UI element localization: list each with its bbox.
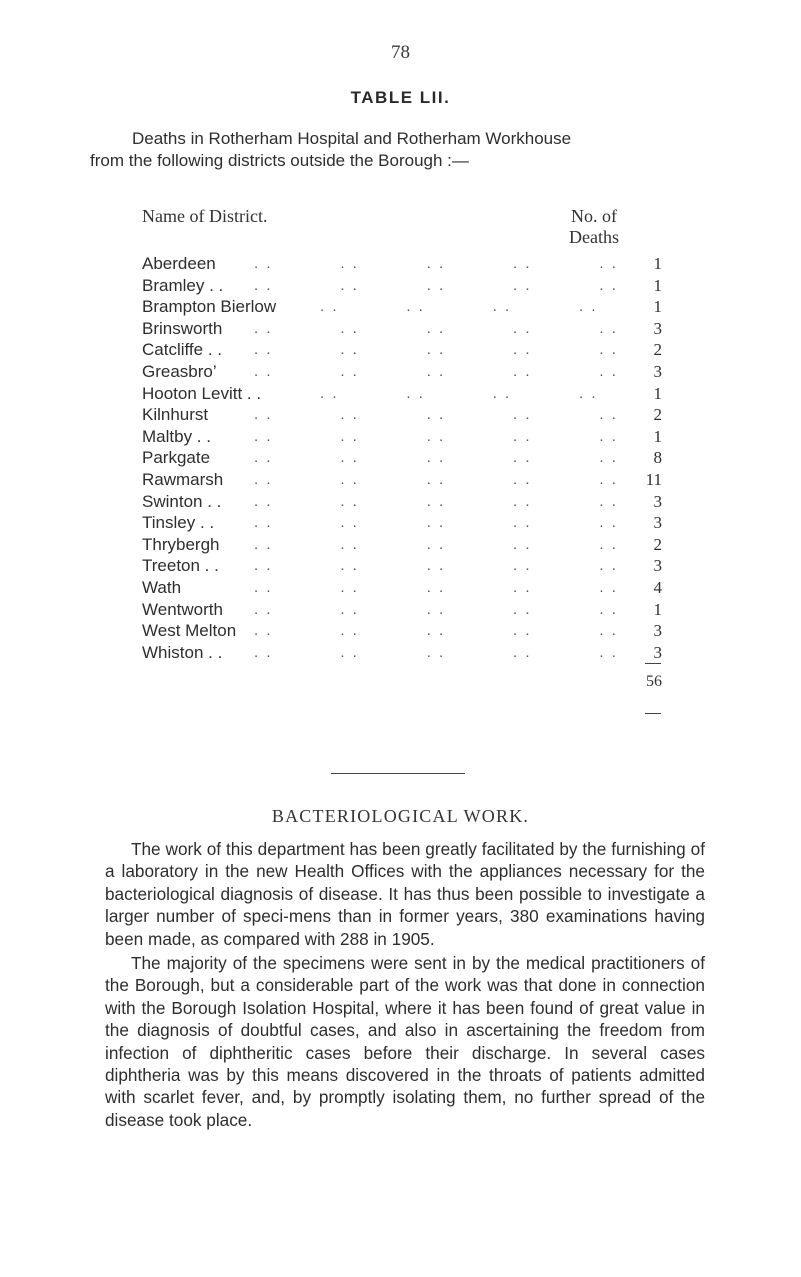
death-count: 2	[653, 405, 662, 425]
district-name: Rawmarsh	[142, 469, 224, 489]
column-header-deaths-line-1: No. of	[571, 206, 617, 226]
death-count: 4	[653, 577, 662, 597]
district-name: Treeton . .	[142, 556, 219, 576]
district-name: Kilnhurst	[142, 405, 209, 425]
table-row	[142, 555, 662, 577]
leader-dots	[254, 512, 636, 534]
death-count: 3	[653, 621, 662, 641]
death-count: 1	[653, 297, 662, 317]
death-count: 3	[653, 318, 662, 338]
district-name: Thrybergh	[142, 534, 220, 554]
district-name: Maltby . .	[142, 426, 211, 446]
district-name: Wentworth	[142, 599, 223, 619]
district-name: Catcliffe . .	[142, 340, 222, 360]
district-name: Bramley . .	[142, 275, 224, 295]
death-count: 8	[653, 448, 662, 468]
death-count: 1	[653, 599, 662, 619]
district-table	[142, 253, 662, 663]
table-row	[142, 491, 662, 513]
death-count: 1	[653, 426, 662, 446]
district-name: Brinsworth	[142, 318, 223, 338]
page-number: 78	[391, 42, 410, 63]
table-row	[142, 253, 662, 275]
table-row	[142, 447, 662, 469]
column-header-deaths	[524, 206, 664, 248]
district-name: Aberdeen	[142, 254, 216, 273]
district-name: Hooton Levitt . .	[142, 383, 262, 403]
caption-line-1: Deaths in Rotherham Hospital and Rotherham Workhouse	[132, 129, 572, 148]
column-header-deaths-line-2: Deaths	[569, 227, 619, 247]
table-caption	[90, 128, 652, 172]
section-divider	[331, 773, 465, 774]
death-count: 3	[653, 556, 662, 576]
leader-dots	[254, 577, 636, 599]
table-title: TABLE LII.	[350, 88, 451, 107]
caption-line-2: from the following districts outside the Borough :—	[90, 151, 469, 170]
leader-dots	[254, 534, 636, 556]
table-row	[142, 426, 662, 448]
death-count: 1	[653, 383, 662, 403]
district-name: Swinton . .	[142, 491, 222, 511]
district-name: Brampton Bierlow	[142, 297, 277, 317]
table-row	[142, 275, 662, 297]
paragraph: The work of this department has been greatly facilitated by the furnishing of a laboratory in the new Health Offices with the appliances necessary for the bacteriological diagnosis of disease. It has thus been possible to investigate a larger number of speci-mens than in former years, 380 examinations having been made, as compared with 288 in 1905.	[105, 839, 705, 949]
death-count: 1	[653, 275, 662, 295]
total-rule-top	[645, 663, 661, 664]
leader-dots	[320, 296, 636, 318]
district-name: Parkgate	[142, 448, 211, 468]
leader-dots	[254, 447, 636, 469]
table-row	[142, 599, 662, 621]
leader-dots	[254, 361, 636, 383]
table-row	[142, 339, 662, 361]
table-row	[142, 361, 662, 383]
leader-dots	[254, 555, 636, 577]
district-name: Greasbro’	[142, 361, 217, 381]
district-name: Wath	[142, 577, 182, 597]
leader-dots	[254, 275, 636, 297]
district-name: Tinsley . .	[142, 513, 215, 533]
death-count: 2	[653, 340, 662, 360]
table-row	[142, 318, 662, 340]
district-name: West Melton	[142, 621, 237, 641]
paragraph: The majority of the specimens were sent in by the medical practitioners of the Borough, but a considerable part of the work was that done in connection with the Borough Isolation Hospital, where it has been found of great value in the diagnosis of doubtful cases, and also in ascertaining the freedom from infection of diphtheritic cases before their discharge. In several cases diphtheria was by this means discovered in the throats of patients admitted with scarlet fever, and, by promptly isolating them, no further spread of the disease took place.	[105, 953, 705, 1130]
table-row	[142, 534, 662, 556]
leader-dots	[320, 383, 636, 405]
total-rule-bottom	[645, 713, 661, 714]
leader-dots	[254, 620, 636, 642]
leader-dots	[254, 253, 636, 275]
leader-dots	[254, 599, 636, 621]
death-count: 3	[653, 642, 662, 662]
table-row	[142, 577, 662, 599]
leader-dots	[254, 339, 636, 361]
leader-dots	[254, 469, 636, 491]
table-row	[142, 404, 662, 426]
leader-dots	[254, 642, 636, 664]
death-count: 1	[653, 254, 662, 273]
death-count: 2	[653, 534, 662, 554]
table-row	[142, 512, 662, 534]
death-count: 3	[653, 491, 662, 511]
district-name: Whiston . .	[142, 642, 223, 662]
leader-dots	[254, 426, 636, 448]
total-count: 56	[646, 673, 662, 690]
death-count: 3	[653, 361, 662, 381]
table-row	[142, 642, 662, 664]
table-row	[142, 383, 662, 405]
table-row	[142, 296, 662, 318]
death-count: 11	[645, 469, 662, 489]
leader-dots	[254, 491, 636, 513]
section-heading: BACTERIOLOGICAL WORK.	[271, 806, 530, 826]
leader-dots	[254, 404, 636, 426]
leader-dots	[254, 318, 636, 340]
table-row	[142, 620, 662, 642]
table-row	[142, 469, 662, 491]
death-count: 3	[653, 513, 662, 533]
column-header-district: Name of District.	[142, 206, 268, 226]
